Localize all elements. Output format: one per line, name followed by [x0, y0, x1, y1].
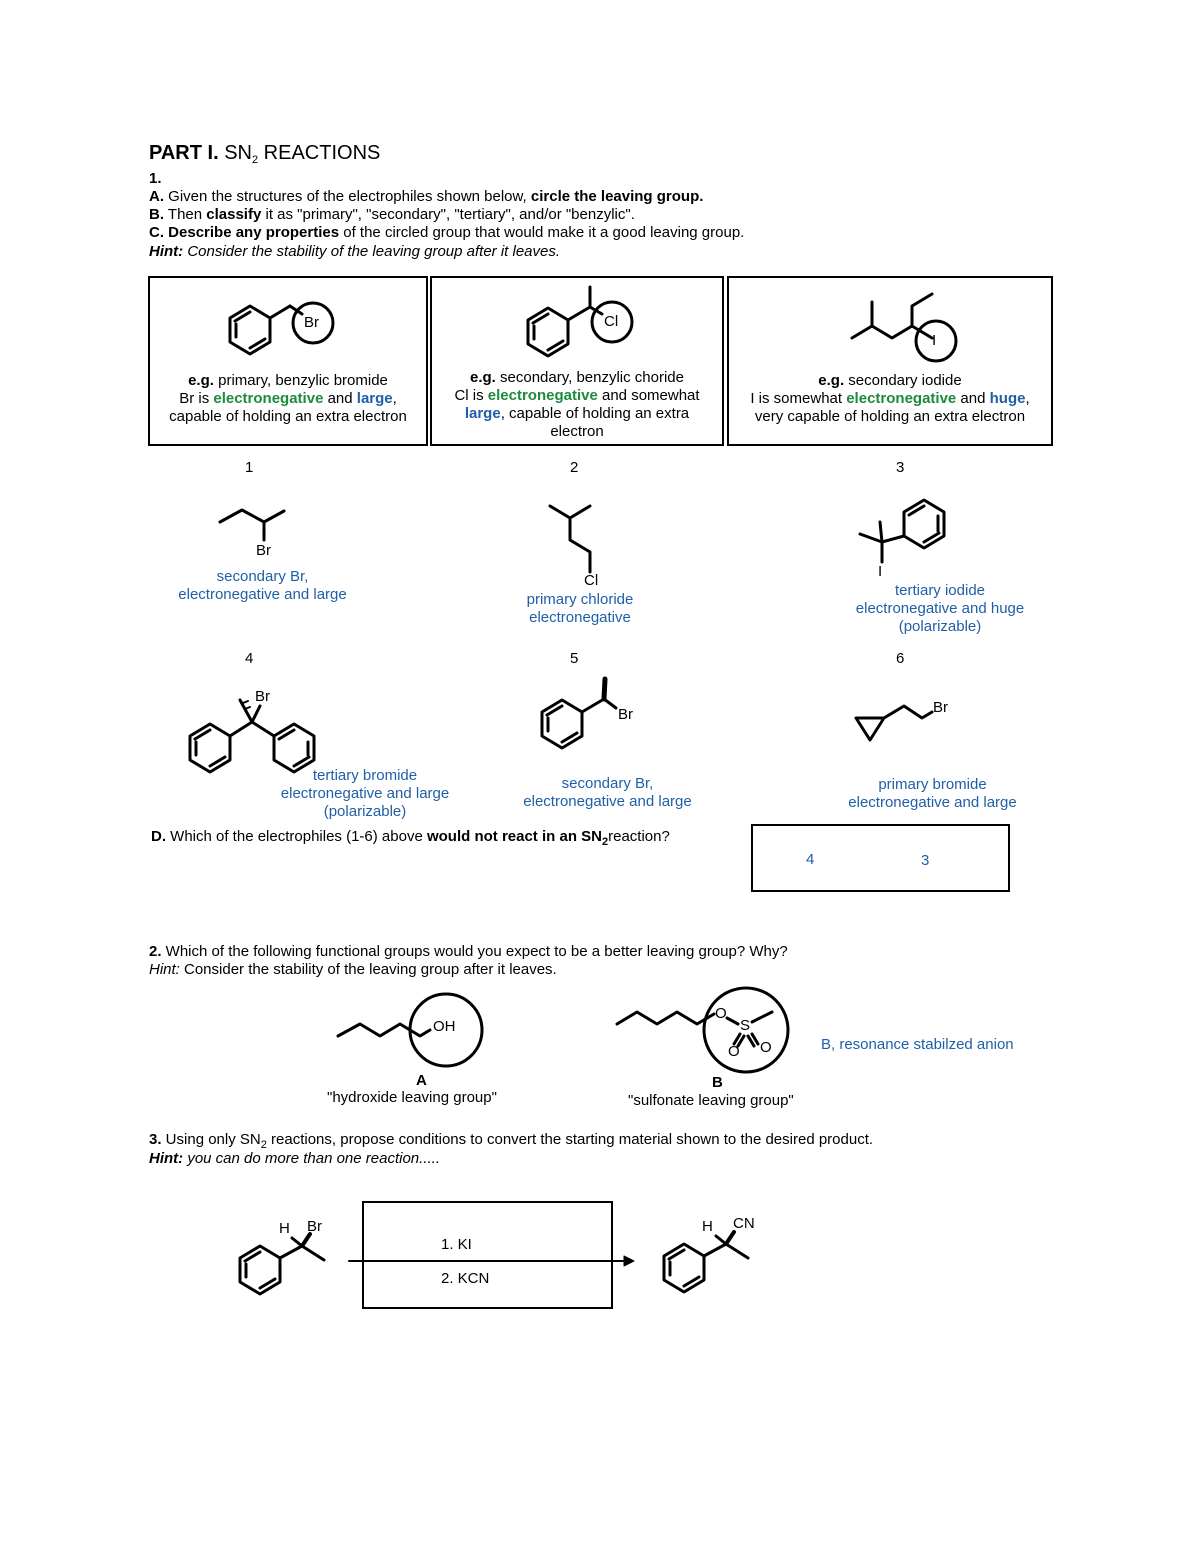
eg-label: e.g.	[818, 372, 845, 389]
q1-instruction-b	[149, 206, 635, 224]
compound-5-atom: Br	[618, 706, 633, 723]
example-3-line1	[727, 372, 1053, 390]
part-title-sub: 2	[252, 154, 259, 166]
hint-text: Consider the stability of the leaving group after it leaves.	[183, 243, 561, 260]
compound-3-answer-line3: (polarizable)	[898, 618, 982, 635]
q1-hint	[149, 243, 560, 261]
compound-number-3: 3	[896, 459, 905, 476]
eg-label: e.g.	[470, 369, 496, 386]
q1-a-bold: circle the leaving group.	[530, 188, 704, 205]
label-c: C.	[149, 224, 164, 241]
huge-label: huge	[989, 390, 1026, 407]
hint-text: you can do more than one reaction.....	[183, 1150, 440, 1167]
example-1-atom: Br	[304, 314, 319, 331]
example-1-l2c: and	[323, 390, 357, 407]
example-3-l2c: and	[956, 390, 990, 407]
compound-2-atom: Cl	[584, 572, 599, 589]
question-d-text2: reaction?	[608, 828, 670, 845]
answer-d-1: 4	[806, 851, 815, 868]
compound-1-answer-line1: secondary Br,	[216, 568, 309, 585]
q1-b-text2: it as "primary", "secondary", "tertiary", and/or "benzylic".	[261, 206, 635, 223]
large-label: large	[464, 405, 501, 422]
product-h: H	[702, 1218, 713, 1235]
structure-b-label: B	[712, 1074, 723, 1091]
compound-number-1: 1	[245, 459, 254, 476]
question-d-bold: would not react in an SN	[426, 828, 602, 845]
example-3-l2a: I is somewhat	[750, 390, 847, 407]
question-2	[149, 943, 788, 961]
example-3-text	[727, 372, 1053, 426]
question-3-sub: 2	[260, 1139, 267, 1151]
hint-label: Hint:	[149, 243, 184, 260]
answer-box-d[interactable]	[751, 824, 1010, 892]
part-title	[149, 141, 380, 165]
compound-1-answer	[140, 568, 385, 604]
electronegative-label: electronegative	[846, 390, 957, 407]
question-3-text2: reactions, propose conditions to convert the starting material shown to the desired product.	[266, 1131, 874, 1148]
compound-1-answer-line2: electronegative and large	[178, 586, 347, 603]
example-2-l2a: Cl is	[454, 387, 488, 404]
compound-4-answer-line1: tertiary bromide	[312, 767, 418, 784]
compound-3-answer-line2: electronegative and huge	[855, 600, 1025, 617]
compound-4-atom: Br	[255, 688, 270, 705]
structure-a-label: A	[416, 1072, 427, 1089]
example-1-classification: primary, benzylic bromide	[213, 372, 388, 389]
q1-b-bold: classify	[206, 206, 262, 223]
example-2-classification: secondary, benzylic choride	[495, 369, 684, 386]
part-title-sn: SN	[224, 142, 252, 164]
part-title-tail: REACTIONS	[258, 142, 381, 164]
compound-3-answer	[830, 582, 1050, 636]
condition-step-2: 2. KCN	[441, 1270, 490, 1287]
label-a: A.	[149, 188, 164, 205]
compound-2-answer	[480, 591, 680, 627]
question-d-text1: Which of the electrophiles (1-6) above	[166, 828, 427, 845]
example-2-line4: electron	[550, 423, 604, 440]
example-2-l3b: , capable of holding an extra	[500, 405, 690, 422]
compound-5-answer	[495, 775, 720, 811]
question-d-sub: 2	[601, 836, 609, 848]
example-3-atom: I	[932, 332, 937, 349]
q1-instruction-c	[149, 224, 744, 242]
compound-number-5: 5	[570, 650, 579, 667]
q1-c-text: of the circled group that would make it a good leaving group.	[339, 224, 745, 241]
starting-material-atom: Br	[307, 1218, 322, 1235]
hint-label: Hint:	[149, 1150, 184, 1167]
eg-label: e.g.	[188, 372, 214, 389]
compound-number-6: 6	[896, 650, 905, 667]
example-2-l2c: and somewhat	[597, 387, 700, 404]
question-2-hint	[149, 961, 557, 979]
example-3-l2e: ,	[1025, 390, 1030, 407]
structure-b-caption: "sulfonate leaving group"	[628, 1092, 794, 1109]
compound-1-atom: Br	[256, 542, 271, 559]
starting-material-h: H	[279, 1220, 290, 1237]
compound-6-answer	[820, 776, 1045, 812]
example-2-line1	[430, 369, 724, 387]
q1-b-text1: Then	[167, 206, 207, 223]
compound-number-2: 2	[570, 459, 579, 476]
compound-2-answer-line1: primary chloride	[526, 591, 634, 608]
hint-text: Consider the stability of the leaving group after it leaves.	[179, 961, 557, 978]
example-2-line3	[430, 405, 724, 423]
example-1-l2a: Br is	[179, 390, 214, 407]
compound-number-4: 4	[245, 650, 254, 667]
example-2-atom: Cl	[604, 313, 619, 330]
compound-5-answer-line2: electronegative and large	[523, 793, 692, 810]
q1-instruction-a	[149, 188, 703, 206]
answer-d-2: 3	[921, 852, 930, 869]
compound-3-atom: I	[878, 563, 883, 580]
question-2-text: Which of the following functional groups would you expect to be a better leaving group? Why?	[161, 943, 788, 960]
compound-4-answer-line2: electronegative and large	[280, 785, 450, 802]
example-1-line2	[148, 390, 428, 408]
example-3-classification: secondary iodide	[844, 372, 962, 389]
example-1-l2e: ,	[392, 390, 397, 407]
electronegative-label: electronegative	[487, 387, 598, 404]
question-2-number: 2.	[149, 943, 162, 960]
label-d: D.	[151, 828, 166, 845]
structure-b-oxygen-1: O	[728, 1043, 740, 1060]
compound-6-answer-line2: electronegative and large	[848, 794, 1017, 811]
compound-6-answer-line1: primary bromide	[878, 776, 987, 793]
compound-5-answer-line1: secondary Br,	[561, 775, 654, 792]
question-3-hint	[149, 1150, 440, 1168]
example-3-line2	[727, 390, 1053, 408]
condition-step-1: 1. KI	[441, 1236, 472, 1253]
compound-4-answer-line3: (polarizable)	[323, 803, 407, 820]
example-1-text	[148, 372, 428, 426]
product-structure	[0, 0, 1, 1]
q1-number: 1.	[149, 170, 162, 187]
large-label: large	[356, 390, 393, 407]
electronegative-label: electronegative	[213, 390, 324, 407]
question-3-text1: Using only SN	[161, 1131, 261, 1148]
part-title-bold: PART I.	[149, 142, 219, 164]
conditions-box[interactable]	[362, 1201, 613, 1309]
label-b: B.	[149, 206, 164, 223]
compound-4-answer	[250, 767, 480, 821]
product-atom: CN	[733, 1215, 755, 1232]
question-d	[151, 828, 670, 846]
example-2-line2	[430, 387, 724, 405]
compound-3-answer-line1: tertiary iodide	[894, 582, 986, 599]
question-3-number: 3.	[149, 1131, 162, 1148]
q1-c-bold: Describe any properties	[168, 224, 340, 241]
question-3	[149, 1131, 873, 1149]
question-2-answer: B, resonance stabilzed anion	[821, 1036, 1014, 1053]
structure-b-sulfur: S	[740, 1017, 751, 1034]
q1-a-text: Given the structures of the electrophiles shown below,	[168, 188, 531, 205]
structure-b-oxygen-2: O	[760, 1039, 772, 1056]
structure-a-atom: OH	[433, 1018, 456, 1035]
example-2-text	[430, 369, 724, 441]
example-3-line3: very capable of holding an extra electron	[754, 408, 1026, 425]
structure-b-oxygen: O	[715, 1005, 727, 1022]
compound-6-atom: Br	[933, 699, 948, 716]
hint-label: Hint:	[149, 961, 180, 978]
example-1-line1	[148, 372, 428, 390]
compound-2-answer-line2: electronegative	[529, 609, 631, 626]
structure-a-caption: "hydroxide leaving group"	[327, 1089, 497, 1106]
example-1-line3: capable of holding an extra electron	[169, 408, 407, 425]
